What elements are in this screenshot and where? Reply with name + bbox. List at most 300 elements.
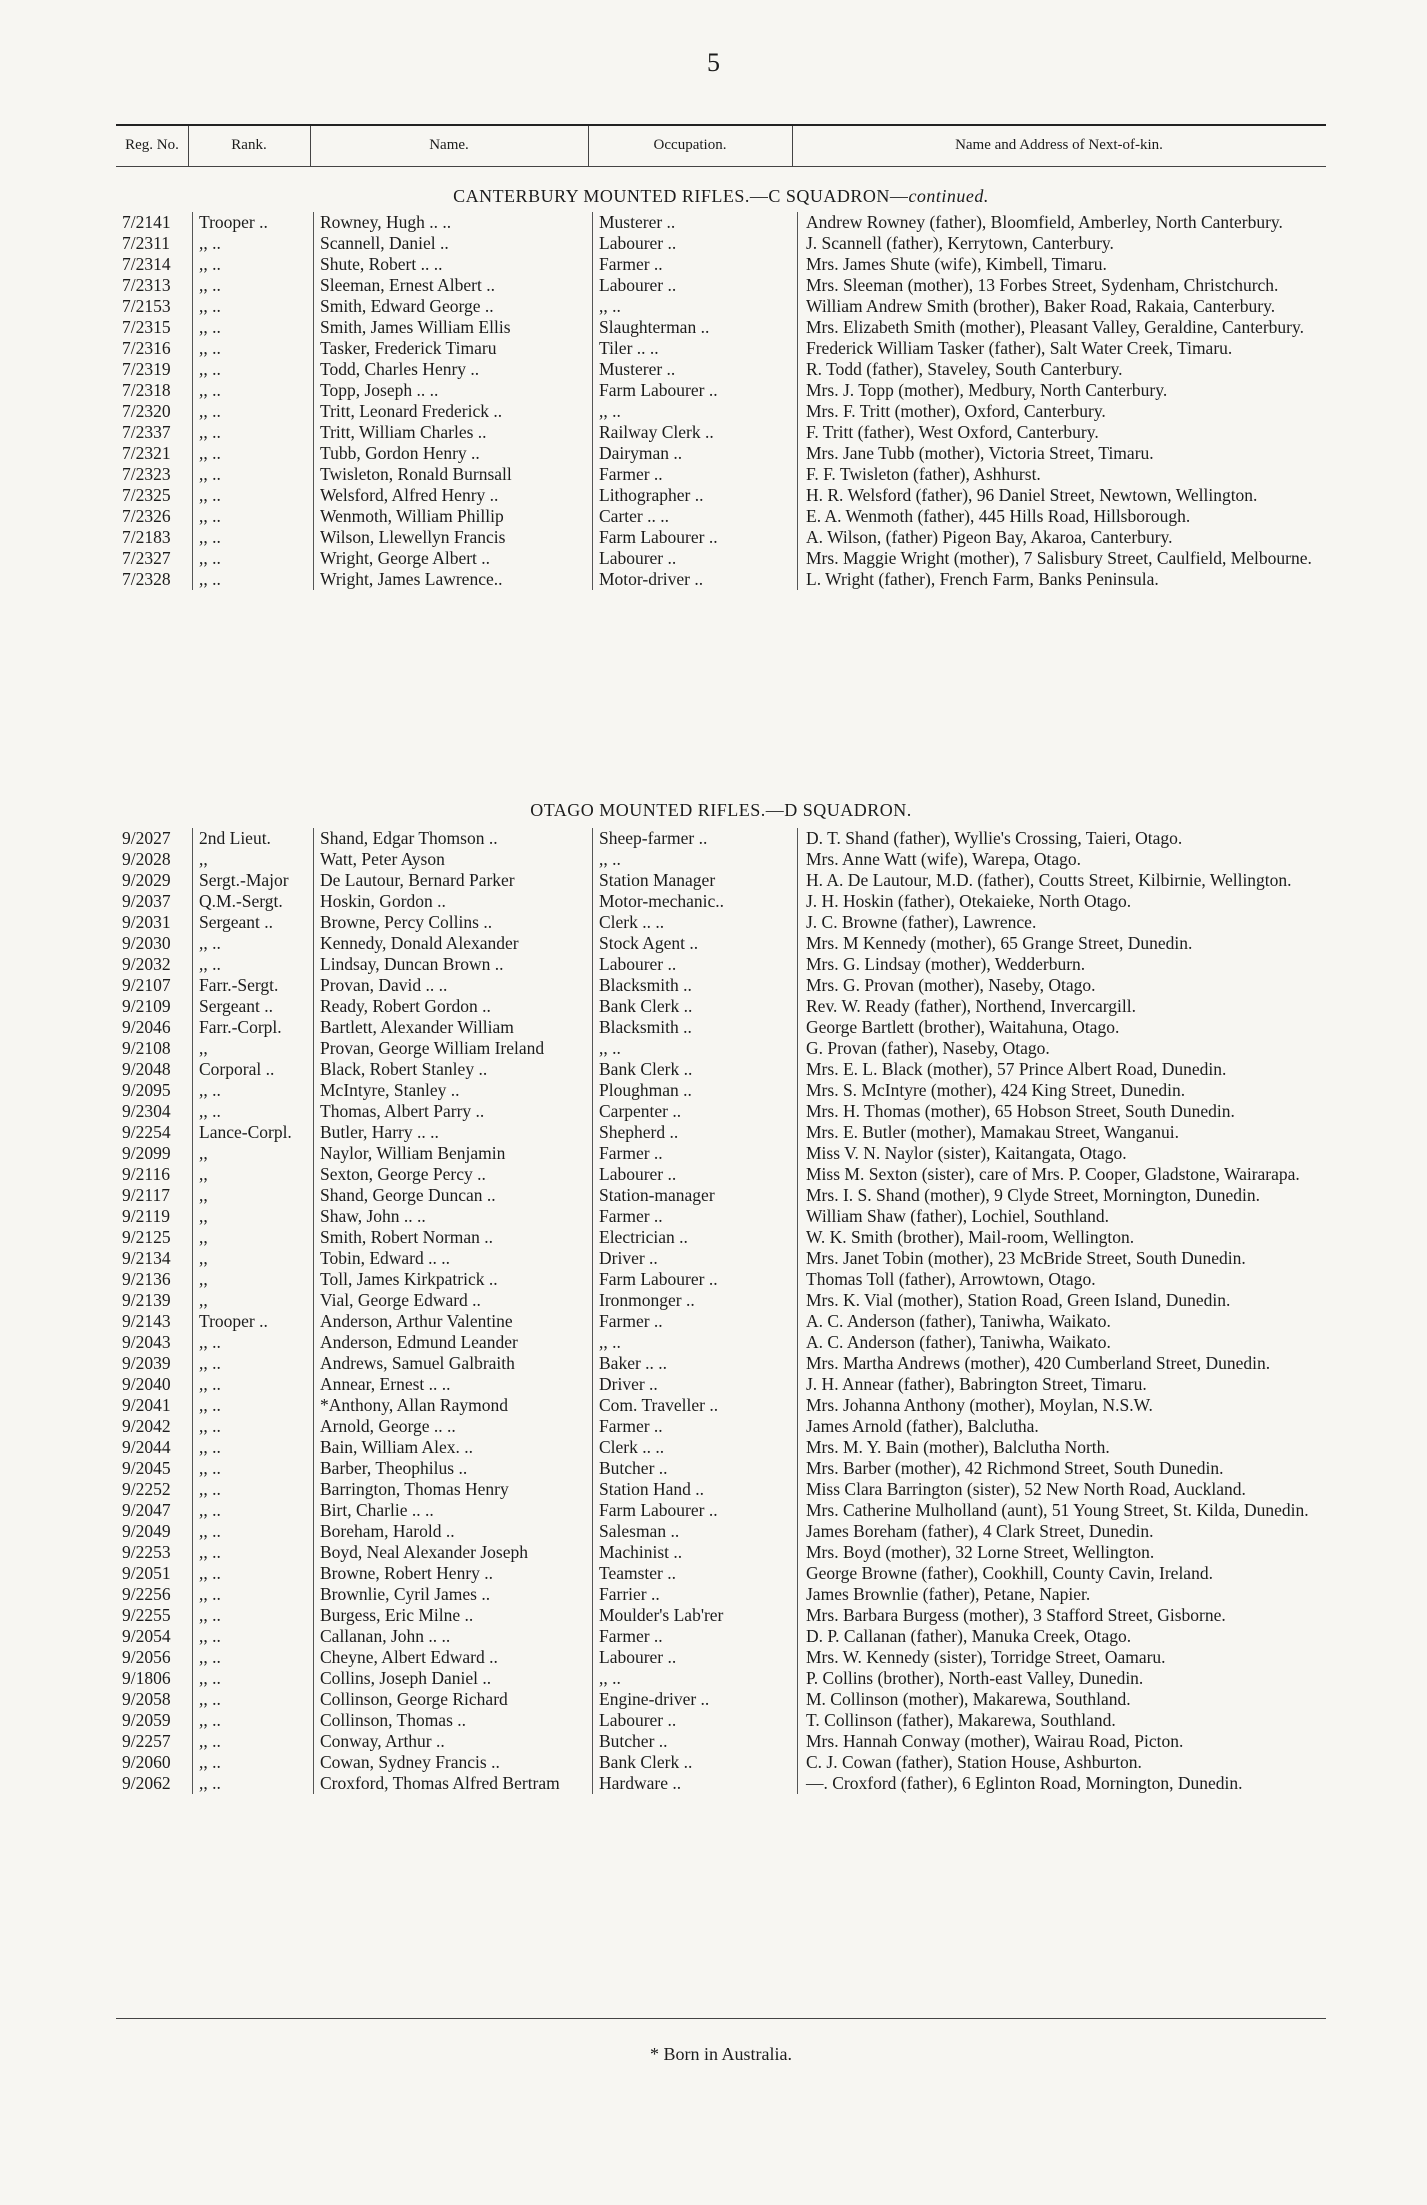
next-of-kin-cell: D. P. Callanan (father), Manuka Creek, Otago. [798, 1626, 1327, 1647]
next-of-kin-cell: Rev. W. Ready (father), Northend, Invercargill. [798, 996, 1327, 1017]
table-row [116, 422, 1326, 443]
occupation-cell: Station-manager [593, 1185, 798, 1206]
occupation-cell: Blacksmith .. [593, 975, 798, 996]
reg-number-cell: 9/2044 [122, 1437, 171, 1457]
occupation-cell: Labourer .. [593, 1647, 798, 1668]
rank-cell: ,, .. [193, 1437, 314, 1458]
rank-cell: ,, .. [193, 954, 314, 975]
occupation-cell: Clerk .. .. [593, 1437, 798, 1458]
rank-cell: ,, .. [193, 506, 314, 527]
otago-roll-table [116, 828, 1326, 1794]
section-title-suffix: continued. [908, 186, 989, 206]
rank-cell: ,, .. [193, 1374, 314, 1395]
rank-cell: Corporal .. [193, 1059, 314, 1080]
occupation-cell: Lithographer .. [593, 485, 798, 506]
soldier-name-cell: Barber, Theophilus .. [314, 1458, 593, 1479]
occupation-cell: Slaughterman .. [593, 317, 798, 338]
table-row [116, 233, 1326, 254]
rank-cell: ,, .. [193, 1500, 314, 1521]
header-bottom-rule [116, 166, 1326, 167]
occupation-cell: Teamster .. [593, 1563, 798, 1584]
occupation-cell: Motor-mechanic.. [593, 891, 798, 912]
table-row [116, 1731, 1326, 1752]
occupation-cell: Station Manager [593, 870, 798, 891]
reg-number-cell: 9/2059 [122, 1710, 171, 1730]
occupation-cell: Farmer .. [593, 1626, 798, 1647]
reg-number-cell: 9/1806 [122, 1668, 171, 1688]
rank-cell: ,, .. [193, 1353, 314, 1374]
table-row [116, 359, 1326, 380]
occupation-cell: Stock Agent .. [593, 933, 798, 954]
soldier-name-cell: Black, Robert Stanley .. [314, 1059, 593, 1080]
rank-cell: ,, .. [193, 1731, 314, 1752]
reg-number-cell: 9/2030 [122, 933, 171, 953]
occupation-cell: Labourer .. [593, 1164, 798, 1185]
reg-number-cell: 9/2054 [122, 1626, 171, 1646]
next-of-kin-cell: T. Collinson (father), Makarewa, Southland. [798, 1710, 1327, 1731]
reg-number-cell: 9/2058 [122, 1689, 171, 1709]
header-divider [588, 126, 589, 166]
soldier-name-cell: Smith, Robert Norman .. [314, 1227, 593, 1248]
rank-cell: ,, [193, 1185, 314, 1206]
table-row [116, 1647, 1326, 1668]
header-reg: Reg. No. [125, 137, 179, 153]
occupation-cell: ,, .. [593, 1332, 798, 1353]
occupation-cell: Butcher .. [593, 1731, 798, 1752]
soldier-name-cell: Boreham, Harold .. [314, 1521, 593, 1542]
soldier-name-cell: Shaw, John .. .. [314, 1206, 593, 1227]
soldier-name-cell: Tasker, Frederick Timaru [314, 338, 593, 359]
reg-number-cell: 9/2136 [122, 1269, 171, 1289]
next-of-kin-cell: —. Croxford (father), 6 Eglinton Road, Mornington, Dunedin. [798, 1773, 1327, 1794]
table-row [116, 1752, 1326, 1773]
table-row [116, 401, 1326, 422]
reg-number-cell: 7/2320 [122, 401, 171, 421]
soldier-name-cell: Browne, Percy Collins .. [314, 912, 593, 933]
soldier-name-cell: Burgess, Eric Milne .. [314, 1605, 593, 1626]
table-row [116, 338, 1326, 359]
occupation-cell: Com. Traveller .. [593, 1395, 798, 1416]
occupation-cell: ,, .. [593, 296, 798, 317]
occupation-cell: Baker .. .. [593, 1353, 798, 1374]
reg-number-cell: 9/2047 [122, 1500, 171, 1520]
rank-cell: ,, .. [193, 1752, 314, 1773]
occupation-cell: Farmer .. [593, 464, 798, 485]
next-of-kin-cell: F. F. Twisleton (father), Ashhurst. [798, 464, 1327, 485]
occupation-cell: Farmer .. [593, 1416, 798, 1437]
occupation-cell: Farrier .. [593, 1584, 798, 1605]
next-of-kin-cell: Mrs. Catherine Mulholland (aunt), 51 Young Street, St. Kilda, Dunedin. [798, 1500, 1327, 1521]
reg-number-cell: 9/2046 [122, 1017, 171, 1037]
rank-cell: ,, .. [193, 275, 314, 296]
next-of-kin-cell: Miss M. Sexton (sister), care of Mrs. P. Cooper, Gladstone, Wairarapa. [798, 1164, 1327, 1185]
occupation-cell: Bank Clerk .. [593, 1752, 798, 1773]
soldier-name-cell: Hoskin, Gordon .. [314, 891, 593, 912]
rank-cell: Sergeant .. [193, 912, 314, 933]
header-next-of-kin: Name and Address of Next-of-kin. [955, 137, 1163, 153]
section-title-otago [116, 800, 1326, 821]
reg-number-cell: 7/2325 [122, 485, 171, 505]
rank-cell: ,, .. [193, 527, 314, 548]
reg-number-cell: 9/2056 [122, 1647, 171, 1667]
soldier-name-cell: Collins, Joseph Daniel .. [314, 1668, 593, 1689]
table-row [116, 485, 1326, 506]
table-row [116, 1185, 1326, 1206]
reg-number-cell: 9/2040 [122, 1374, 171, 1394]
reg-number-cell: 9/2125 [122, 1227, 171, 1247]
next-of-kin-cell: Mrs. Elizabeth Smith (mother), Pleasant Valley, Geraldine, Canterbury. [798, 317, 1327, 338]
soldier-name-cell: Tritt, Leonard Frederick .. [314, 401, 593, 422]
occupation-cell: Musterer .. [593, 212, 798, 233]
rank-cell: ,, .. [193, 1542, 314, 1563]
table-row [116, 1332, 1326, 1353]
header-divider [310, 126, 311, 166]
occupation-cell: Driver .. [593, 1374, 798, 1395]
next-of-kin-cell: Miss V. N. Naylor (sister), Kaitangata, Otago. [798, 1143, 1327, 1164]
soldier-name-cell: Birt, Charlie .. .. [314, 1500, 593, 1521]
next-of-kin-cell: C. J. Cowan (father), Station House, Ashburton. [798, 1752, 1327, 1773]
rank-cell: ,, .. [193, 1395, 314, 1416]
rank-cell: ,, .. [193, 380, 314, 401]
next-of-kin-cell: Mrs. M Kennedy (mother), 65 Grange Street, Dunedin. [798, 933, 1327, 954]
table-row [116, 527, 1326, 548]
next-of-kin-cell: Mrs. Martha Andrews (mother), 420 Cumberland Street, Dunedin. [798, 1353, 1327, 1374]
next-of-kin-cell: W. K. Smith (brother), Mail-room, Wellington. [798, 1227, 1327, 1248]
reg-number-cell: 9/2049 [122, 1521, 171, 1541]
next-of-kin-cell: Mrs. Barber (mother), 42 Richmond Street, South Dunedin. [798, 1458, 1327, 1479]
next-of-kin-cell: William Shaw (father), Lochiel, Southland. [798, 1206, 1327, 1227]
rank-cell: Lance-Corpl. [193, 1122, 314, 1143]
reg-number-cell: 9/2099 [122, 1143, 171, 1163]
reg-number-cell: 9/2042 [122, 1416, 171, 1436]
table-row [116, 870, 1326, 891]
soldier-name-cell: Lindsay, Duncan Brown .. [314, 954, 593, 975]
table-row [116, 1668, 1326, 1689]
rank-cell: ,, .. [193, 317, 314, 338]
next-of-kin-cell: Mrs. Barbara Burgess (mother), 3 Stafford Street, Gisborne. [798, 1605, 1327, 1626]
reg-number-cell: 9/2254 [122, 1122, 171, 1142]
soldier-name-cell: Andrews, Samuel Galbraith [314, 1353, 593, 1374]
column-header-row [116, 126, 1326, 166]
soldier-name-cell: Collinson, Thomas .. [314, 1710, 593, 1731]
next-of-kin-cell: J. Scannell (father), Kerrytown, Canterbury. [798, 233, 1327, 254]
table-row [116, 1500, 1326, 1521]
footnote-rule [116, 2018, 1326, 2019]
next-of-kin-cell: Mrs. Johanna Anthony (mother), Moylan, N.S.W. [798, 1395, 1327, 1416]
next-of-kin-cell: Mrs. James Shute (wife), Kimbell, Timaru. [798, 254, 1327, 275]
next-of-kin-cell: James Boreham (father), 4 Clark Street, Dunedin. [798, 1521, 1327, 1542]
table-row [116, 1626, 1326, 1647]
reg-number-cell: 9/2107 [122, 975, 171, 995]
soldier-name-cell: Cowan, Sydney Francis .. [314, 1752, 593, 1773]
reg-number-cell: 9/2043 [122, 1332, 171, 1352]
rank-cell: ,, .. [193, 401, 314, 422]
soldier-name-cell: Rowney, Hugh .. .. [314, 212, 593, 233]
reg-number-cell: 7/2314 [122, 254, 171, 274]
next-of-kin-cell: George Browne (father), Cookhill, County Cavin, Ireland. [798, 1563, 1327, 1584]
occupation-cell: Blacksmith .. [593, 1017, 798, 1038]
soldier-name-cell: Topp, Joseph .. .. [314, 380, 593, 401]
table-row [116, 891, 1326, 912]
next-of-kin-cell: Mrs. M. Y. Bain (mother), Balclutha North. [798, 1437, 1327, 1458]
next-of-kin-cell: George Bartlett (brother), Waitahuna, Otago. [798, 1017, 1327, 1038]
soldier-name-cell: Anderson, Arthur Valentine [314, 1311, 593, 1332]
reg-number-cell: 7/2318 [122, 380, 171, 400]
occupation-cell: Farm Labourer .. [593, 527, 798, 548]
occupation-cell: Station Hand .. [593, 1479, 798, 1500]
soldier-name-cell: Smith, Edward George .. [314, 296, 593, 317]
soldier-name-cell: Annear, Ernest .. .. [314, 1374, 593, 1395]
reg-number-cell: 9/2037 [122, 891, 171, 911]
table-row [116, 1311, 1326, 1332]
table-row [116, 1710, 1326, 1731]
table-row [116, 1122, 1326, 1143]
occupation-cell: Carter .. .. [593, 506, 798, 527]
reg-number-cell: 9/2119 [122, 1206, 170, 1226]
table-row [116, 1353, 1326, 1374]
table-row [116, 1584, 1326, 1605]
soldier-name-cell: Toll, James Kirkpatrick .. [314, 1269, 593, 1290]
next-of-kin-cell: Mrs. F. Tritt (mother), Oxford, Canterbury. [798, 401, 1327, 422]
occupation-cell: Sheep-farmer .. [593, 828, 798, 849]
soldier-name-cell: Brownlie, Cyril James .. [314, 1584, 593, 1605]
occupation-cell: Labourer .. [593, 1710, 798, 1731]
occupation-cell: Ironmonger .. [593, 1290, 798, 1311]
next-of-kin-cell: D. T. Shand (father), Wyllie's Crossing, Taieri, Otago. [798, 828, 1327, 849]
soldier-name-cell: Scannell, Daniel .. [314, 233, 593, 254]
reg-number-cell: 9/2117 [122, 1185, 170, 1205]
next-of-kin-cell: Mrs. S. McIntyre (mother), 424 King Street, Dunedin. [798, 1080, 1327, 1101]
rank-cell: ,, .. [193, 443, 314, 464]
next-of-kin-cell: Miss Clara Barrington (sister), 52 New North Road, Auckland. [798, 1479, 1327, 1500]
soldier-name-cell: Tubb, Gordon Henry .. [314, 443, 593, 464]
reg-number-cell: 9/2253 [122, 1542, 171, 1562]
rank-cell: ,, [193, 1269, 314, 1290]
reg-number-cell: 9/2032 [122, 954, 171, 974]
header-rank: Rank. [231, 137, 267, 153]
reg-number-cell: 9/2041 [122, 1395, 171, 1415]
table-row [116, 828, 1326, 849]
soldier-name-cell: Provan, David .. .. [314, 975, 593, 996]
table-row [116, 212, 1326, 233]
soldier-name-cell: Callanan, John .. .. [314, 1626, 593, 1647]
occupation-cell: Machinist .. [593, 1542, 798, 1563]
rank-cell: ,, .. [193, 1101, 314, 1122]
page-number: 5 [707, 48, 720, 77]
next-of-kin-cell: Thomas Toll (father), Arrowtown, Otago. [798, 1269, 1327, 1290]
occupation-cell: ,, .. [593, 1038, 798, 1059]
table-row [116, 933, 1326, 954]
rank-cell: Q.M.-Sergt. [193, 891, 314, 912]
next-of-kin-cell: H. A. De Lautour, M.D. (father), Coutts Street, Kilbirnie, Wellington. [798, 870, 1327, 891]
reg-number-cell: 9/2255 [122, 1605, 171, 1625]
soldier-name-cell: Conway, Arthur .. [314, 1731, 593, 1752]
reg-number-cell: 9/2027 [122, 828, 171, 848]
next-of-kin-cell: A. Wilson, (father) Pigeon Bay, Akaroa, Canterbury. [798, 527, 1327, 548]
table-row [116, 912, 1326, 933]
table-row [116, 464, 1326, 485]
occupation-cell: Musterer .. [593, 359, 798, 380]
reg-number-cell: 7/2323 [122, 464, 171, 484]
occupation-cell: Labourer .. [593, 954, 798, 975]
rank-cell: ,, .. [193, 1605, 314, 1626]
reg-number-cell: 9/2109 [122, 996, 171, 1016]
next-of-kin-cell: Mrs. Janet Tobin (mother), 23 McBride Street, South Dunedin. [798, 1248, 1327, 1269]
soldier-name-cell: Thomas, Albert Parry .. [314, 1101, 593, 1122]
table-row [116, 1248, 1326, 1269]
reg-number-cell: 9/2062 [122, 1773, 171, 1793]
soldier-name-cell: Provan, George William Ireland [314, 1038, 593, 1059]
next-of-kin-cell: Mrs. W. Kennedy (sister), Torridge Street, Oamaru. [798, 1647, 1327, 1668]
rank-cell: ,, .. [193, 1626, 314, 1647]
reg-number-cell: 9/2134 [122, 1248, 171, 1268]
rank-cell: Farr.-Sergt. [193, 975, 314, 996]
reg-number-cell: 9/2256 [122, 1584, 171, 1604]
next-of-kin-cell: J. H. Annear (father), Babrington Street, Timaru. [798, 1374, 1327, 1395]
next-of-kin-cell: G. Provan (father), Naseby, Otago. [798, 1038, 1327, 1059]
rank-cell: ,, [193, 1038, 314, 1059]
reg-number-cell: 7/2326 [122, 506, 171, 526]
soldier-name-cell: Boyd, Neal Alexander Joseph [314, 1542, 593, 1563]
occupation-cell: ,, .. [593, 1668, 798, 1689]
soldier-name-cell: Tobin, Edward .. .. [314, 1248, 593, 1269]
next-of-kin-cell: F. Tritt (father), West Oxford, Canterbury. [798, 422, 1327, 443]
reg-number-cell: 7/2313 [122, 275, 171, 295]
next-of-kin-cell: Mrs. E. Butler (mother), Mamakau Street, Wanganui. [798, 1122, 1327, 1143]
rank-cell: ,, .. [193, 1668, 314, 1689]
header-name: Name. [429, 137, 469, 153]
next-of-kin-cell: William Andrew Smith (brother), Baker Road, Rakaia, Canterbury. [798, 296, 1327, 317]
rank-cell: ,, .. [193, 254, 314, 275]
next-of-kin-cell: Mrs. Boyd (mother), 32 Lorne Street, Wellington. [798, 1542, 1327, 1563]
reg-number-cell: 7/2321 [122, 443, 171, 463]
occupation-cell: Shepherd .. [593, 1122, 798, 1143]
next-of-kin-cell: H. R. Welsford (father), 96 Daniel Street, Newtown, Wellington. [798, 485, 1327, 506]
soldier-name-cell: Bartlett, Alexander William [314, 1017, 593, 1038]
table-row [116, 1017, 1326, 1038]
soldier-name-cell: Twisleton, Ronald Burnsall [314, 464, 593, 485]
next-of-kin-cell: James Brownlie (father), Petane, Napier. [798, 1584, 1327, 1605]
rank-cell: ,, .. [193, 359, 314, 380]
table-row [116, 569, 1326, 590]
table-row [116, 954, 1326, 975]
occupation-cell: Salesman .. [593, 1521, 798, 1542]
header-divider [792, 126, 793, 166]
occupation-cell: Farmer .. [593, 1311, 798, 1332]
next-of-kin-cell: Mrs. G. Provan (mother), Naseby, Otago. [798, 975, 1327, 996]
rank-cell: ,, .. [193, 1647, 314, 1668]
next-of-kin-cell: A. C. Anderson (father), Taniwha, Waikato. [798, 1332, 1327, 1353]
reg-number-cell: 9/2252 [122, 1479, 171, 1499]
rank-cell: ,, .. [193, 1584, 314, 1605]
occupation-cell: Hardware .. [593, 1773, 798, 1794]
next-of-kin-cell: Mrs. J. Topp (mother), Medbury, North Canterbury. [798, 380, 1327, 401]
canterbury-roll-table [116, 212, 1326, 590]
table-row [116, 1206, 1326, 1227]
reg-number-cell: 9/2045 [122, 1458, 171, 1478]
next-of-kin-cell: Mrs. Jane Tubb (mother), Victoria Street, Timaru. [798, 443, 1327, 464]
rank-cell: ,, [193, 1227, 314, 1248]
occupation-cell: Labourer .. [593, 233, 798, 254]
rank-cell: ,, [193, 1290, 314, 1311]
next-of-kin-cell: Mrs. Anne Watt (wife), Warepa, Otago. [798, 849, 1327, 870]
reg-number-cell: 9/2031 [122, 912, 171, 932]
rank-cell: ,, .. [193, 464, 314, 485]
rank-cell: Farr.-Corpl. [193, 1017, 314, 1038]
occupation-cell: Farm Labourer .. [593, 1269, 798, 1290]
reg-number-cell: 9/2116 [122, 1164, 170, 1184]
occupation-cell: Moulder's Lab'rer [593, 1605, 798, 1626]
next-of-kin-cell: Mrs. Sleeman (mother), 13 Forbes Street, Sydenham, Christchurch. [798, 275, 1327, 296]
soldier-name-cell: Welsford, Alfred Henry .. [314, 485, 593, 506]
rank-cell: ,, [193, 1143, 314, 1164]
next-of-kin-cell: A. C. Anderson (father), Taniwha, Waikato. [798, 1311, 1327, 1332]
soldier-name-cell: Collinson, George Richard [314, 1689, 593, 1710]
table-row [116, 317, 1326, 338]
next-of-kin-cell: Mrs. I. S. Shand (mother), 9 Clyde Street, Mornington, Dunedin. [798, 1185, 1327, 1206]
table-row [116, 1101, 1326, 1122]
occupation-cell: Dairyman .. [593, 443, 798, 464]
reg-number-cell: 9/2095 [122, 1080, 171, 1100]
table-row [116, 1269, 1326, 1290]
reg-number-cell: 9/2257 [122, 1731, 171, 1751]
soldier-name-cell: Sexton, George Percy .. [314, 1164, 593, 1185]
soldier-name-cell: Cheyne, Albert Edward .. [314, 1647, 593, 1668]
section-title-canterbury [116, 186, 1326, 207]
table-row [116, 1038, 1326, 1059]
table-row [116, 1164, 1326, 1185]
rank-cell: ,, .. [193, 485, 314, 506]
table-row [116, 443, 1326, 464]
rank-cell: ,, .. [193, 1563, 314, 1584]
soldier-name-cell: Arnold, George .. .. [314, 1416, 593, 1437]
soldier-name-cell: Todd, Charles Henry .. [314, 359, 593, 380]
table-row [116, 1080, 1326, 1101]
table-row [116, 1563, 1326, 1584]
table-row [116, 1542, 1326, 1563]
table-row [116, 1143, 1326, 1164]
reg-number-cell: 9/2139 [122, 1290, 171, 1310]
rank-cell: ,, [193, 1164, 314, 1185]
reg-number-cell: 7/2311 [122, 233, 170, 253]
table-row [116, 1605, 1326, 1626]
rank-cell: ,, .. [193, 338, 314, 359]
reg-number-cell: 9/2039 [122, 1353, 171, 1373]
occupation-cell: Engine-driver .. [593, 1689, 798, 1710]
section-title-text: OTAGO MOUNTED RIFLES.—D SQUADRON. [530, 800, 912, 820]
table-row [116, 975, 1326, 996]
table-row [116, 1416, 1326, 1437]
rank-cell: Sergt.-Major [193, 870, 314, 891]
table-row [116, 380, 1326, 401]
rank-cell: ,, [193, 1248, 314, 1269]
rank-cell: ,, .. [193, 1773, 314, 1794]
soldier-name-cell: Butler, Harry .. .. [314, 1122, 593, 1143]
next-of-kin-cell: Mrs. G. Lindsay (mother), Wedderburn. [798, 954, 1327, 975]
table-row [116, 548, 1326, 569]
soldier-name-cell: Tritt, William Charles .. [314, 422, 593, 443]
reg-number-cell: 9/2029 [122, 870, 171, 890]
next-of-kin-cell: Mrs. K. Vial (mother), Station Road, Green Island, Dunedin. [798, 1290, 1327, 1311]
reg-number-cell: 7/2315 [122, 317, 171, 337]
table-row [116, 996, 1326, 1017]
soldier-name-cell: McIntyre, Stanley .. [314, 1080, 593, 1101]
table-row [116, 1521, 1326, 1542]
soldier-name-cell: Shand, Edgar Thomson .. [314, 828, 593, 849]
rank-cell: ,, .. [193, 1479, 314, 1500]
section-title-text: CANTERBURY MOUNTED RIFLES.—C SQUADRON— [453, 186, 909, 206]
soldier-name-cell: Wilson, Llewellyn Francis [314, 527, 593, 548]
